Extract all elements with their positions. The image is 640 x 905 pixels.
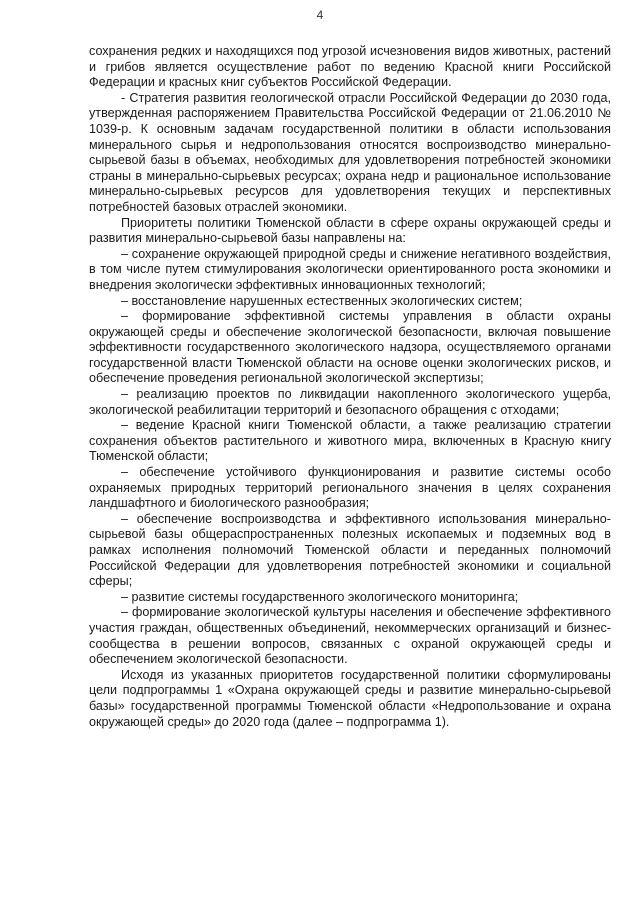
list-item-ecological-culture: – формирование экологической культуры населения и обеспечение эффективного участия граждан, общественных объединений, некоммерческих организаций и бизнес-сообщества в решении вопросов, связанных с охраной окружающей среды и обеспечением экологической безопасности. <box>89 605 611 667</box>
page-number: 4 <box>316 8 324 22</box>
list-item-ecosystem-restoration: – восстановление нарушенных естественных экологических систем; <box>121 293 523 308</box>
paragraph-geology-strategy: - Стратегия развития геологической отрасли Российской Федерации до 2030 года, утвержденная распоряжением Правительства Российской Федерации от 21.06.2010 № 1039-р. К основным задачам государственной политики в области использования минерального сырья и недропользования относятся воспроизводство минерально-сырьевой базы в объемах, необходимых для удовлетворения потребностей экономики страны в минерально-сырьевых ресурсах; охрана недр и рациональное использование минерально-сырьевых ресурсов для удовлетворения текущих и перспективных потребностей базовых отраслей экономики. <box>89 90 611 214</box>
list-item-monitoring: – развитие системы государственного экологического мониторинга; <box>121 589 519 604</box>
list-item-environment-preservation: – сохранение окружающей природной среды и снижение негативного воздействия, в том числе путем стимулирования экологически ориентированного роста экономики и внедрения экологически эффективных инновационных технологий; <box>89 246 611 292</box>
paragraph-subprogram-goals: Исходя из указанных приоритетов государственной политики сформулированы цели подпрограммы 1 «Охрана окружающей среды и развитие минерально-сырьевой базы» государственной программы Тюменской области «Недропользование и охрана окружающей среды» до 2020 года (далее – подпрограмма 1). <box>89 667 611 729</box>
paragraph-red-book-intro: сохранения редких и находящихся под угрозой исчезновения видов животных, растений и грибов является осуществление работ по ведению Красной книги Российской Федерации и красных книг субъектов Российской Федерации. <box>89 44 611 90</box>
list-item-red-book: – ведение Красной книги Тюменской области, а также реализацию стратегии сохранения объектов растительного и животного мира, включенных в Красную книгу Тюменской области; <box>89 418 611 464</box>
list-item-damage-liquidation: – реализацию проектов по ликвидации накопленного экологического ущерба, экологической реабилитации территорий и безопасного обращения с отходами; <box>89 387 611 417</box>
list-item-mineral-base: – обеспечение воспроизводства и эффективного использования минерально-сырьевой базы общераспространенных полезных ископаемых и подземных вод в рамках исполнения полномочий Тюменской области и переданных полномочий Российской Федерации для удовлетворения потребностей экономики и социальной сферы; <box>89 511 611 589</box>
list-item-protected-areas: – обеспечение устойчивого функционирования и развитие системы особо охраняемых природных территорий регионального значения в целях сохранения ландшафтного и биологического разнообразия; <box>89 465 611 511</box>
list-item-management-system: – формирование эффективной системы управления в области охраны окружающей среды и обеспечение экологической безопасности, включая повышение эффективности государственного экологического надзора, осуществляемого органами государственной власти Тюменской области на основе оценки экологических рисков, и обеспечение проведения региональной экологической экспертизы; <box>89 309 611 386</box>
paragraph-priorities-intro: Приоритеты политики Тюменской области в сфере охраны окружающей среды и развития минерально-сырьевой базы направлены на: <box>89 215 611 246</box>
document-body <box>89 44 611 730</box>
